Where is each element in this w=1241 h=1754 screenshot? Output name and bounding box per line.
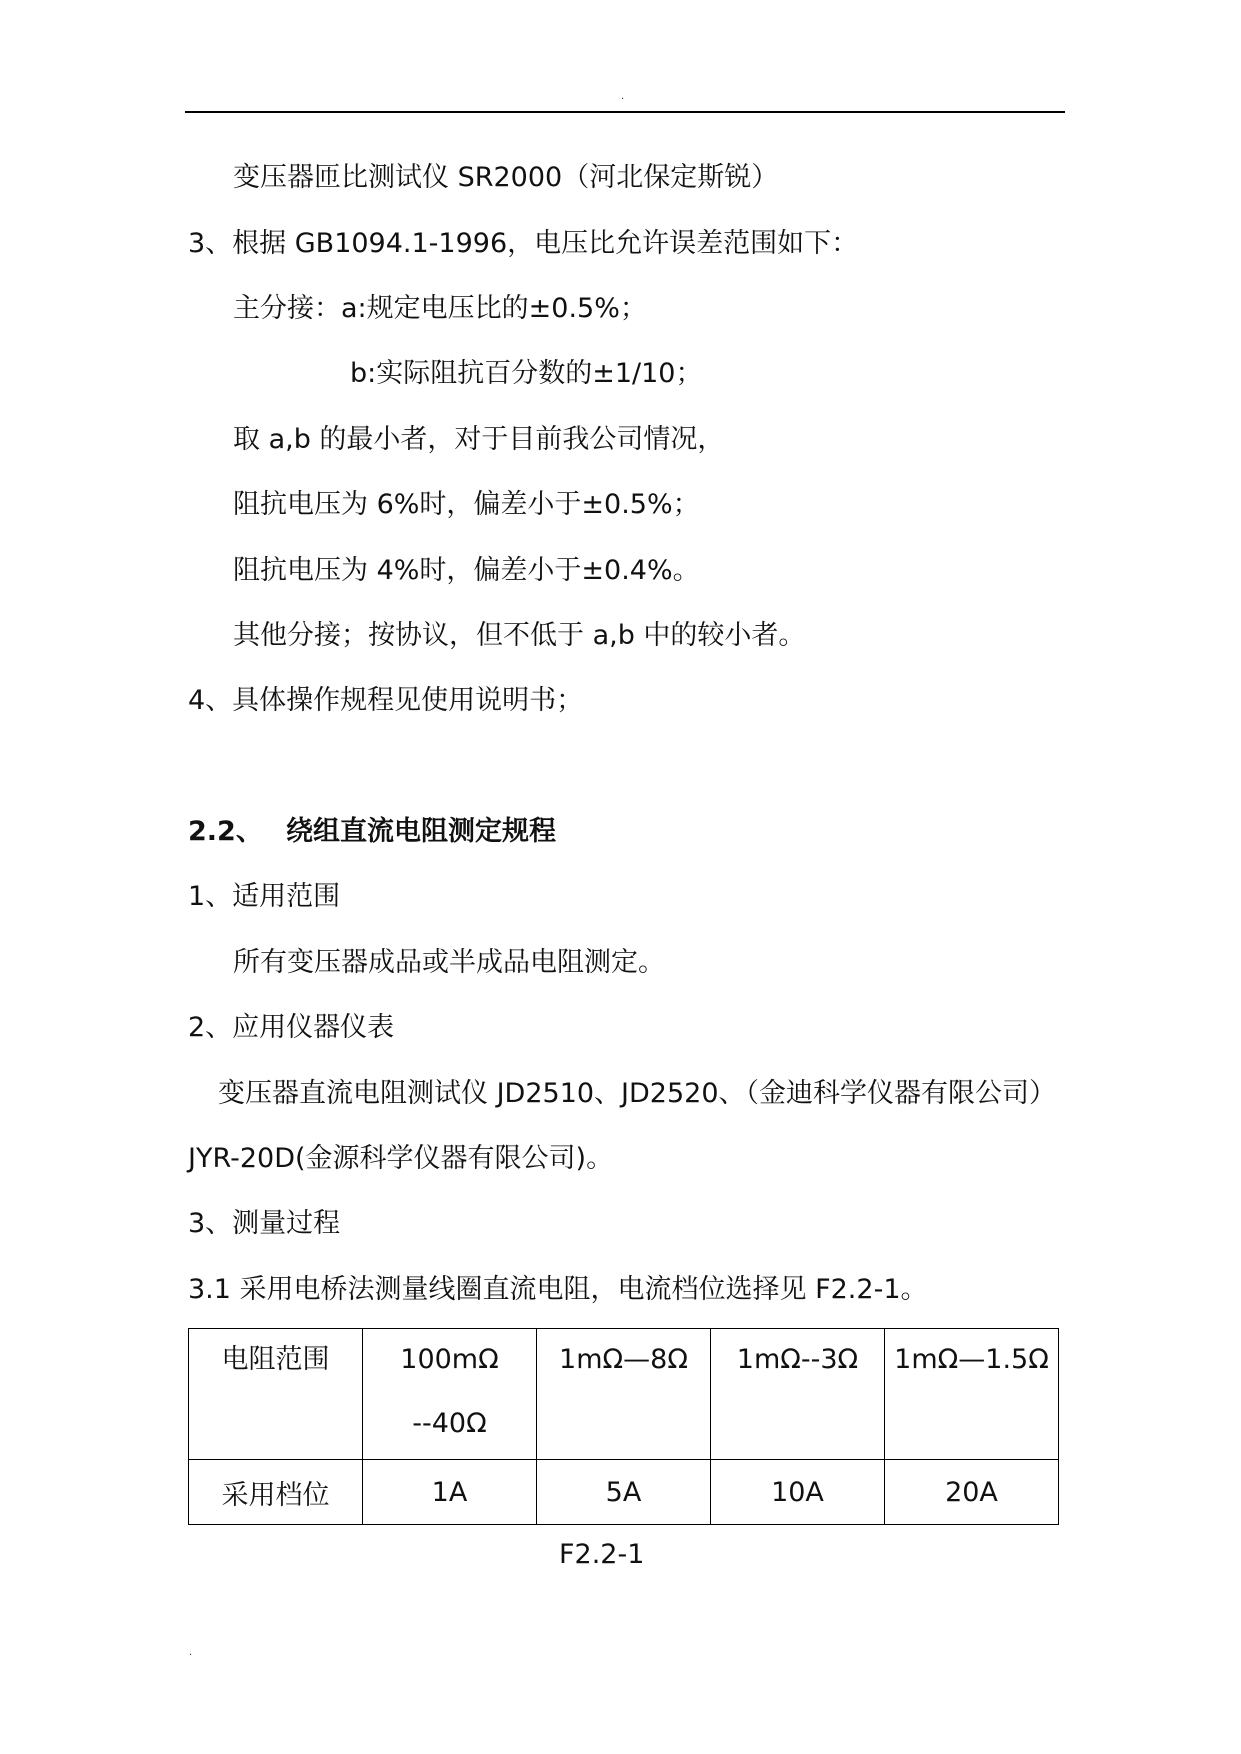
text-line: 2、应用仪器仪表 (188, 1012, 395, 1043)
table-cell: 20A (885, 1460, 1059, 1525)
text-line: 变压器直流电阻测试仪 JD2510、JD2520、（金迪科学仪器有限公司） (218, 1078, 1057, 1109)
text-line: JYR-20D(金源科学仪器有限公司)。 (188, 1143, 614, 1174)
table-cell: 1mΩ—8Ω (537, 1329, 711, 1460)
text-line: 3.1 采用电桥法测量线圈直流电阻，电流档位选择见 F2.2-1。 (188, 1274, 928, 1305)
section-number: 2.2、 (188, 816, 263, 847)
header-rule (185, 111, 1065, 113)
section-title: 绕组直流电阻测定规程 (286, 816, 556, 847)
table-cell: 电阻范围 (189, 1329, 363, 1460)
text-line: 3、测量过程 (188, 1208, 341, 1239)
table-row (189, 1460, 1059, 1525)
text-line: 所有变压器成品或半成品电阻测定。 (233, 947, 665, 978)
table-cell: 100mΩ --40Ω (363, 1329, 537, 1460)
table-cell: 1mΩ—1.5Ω (885, 1329, 1059, 1460)
text-line: 4、具体操作规程见使用说明书； (188, 685, 584, 716)
table-cell: 采用档位 (189, 1460, 363, 1525)
text-line: 其他分接；按协议，但不低于 a,b 中的较小者。 (233, 620, 806, 651)
text-line: 3、根据 GB1094.1-1996，电压比允许误差范围如下： (188, 228, 859, 259)
table-cell: 1A (363, 1460, 537, 1525)
text-line: 1、适用范围 (188, 881, 341, 912)
text-line: 阻抗电压为 4%时，偏差小于±0.4%。 (233, 555, 700, 586)
table-caption: F2.2-1 (559, 1539, 645, 1570)
text-line: b:实际阻抗百分数的±1/10； (350, 358, 703, 389)
text-line: 取 a,b 的最小者，对于目前我公司情况， (233, 424, 725, 455)
table-cell: 1mΩ--3Ω (711, 1329, 885, 1460)
current-range-table (188, 1328, 1059, 1525)
table-cell: 10A (711, 1460, 885, 1525)
text-line: 主分接：a:规定电压比的±0.5%； (233, 293, 647, 324)
header-dot: . (621, 91, 625, 102)
text-line: 变压器匝比测试仪 SR2000（河北保定斯锐） (233, 162, 779, 193)
footer-dot: . (189, 1647, 193, 1658)
table-cell: 5A (537, 1460, 711, 1525)
table-row (189, 1329, 1059, 1460)
section-heading (188, 815, 556, 849)
text-line: 阻抗电压为 6%时，偏差小于±0.5%； (233, 489, 700, 520)
